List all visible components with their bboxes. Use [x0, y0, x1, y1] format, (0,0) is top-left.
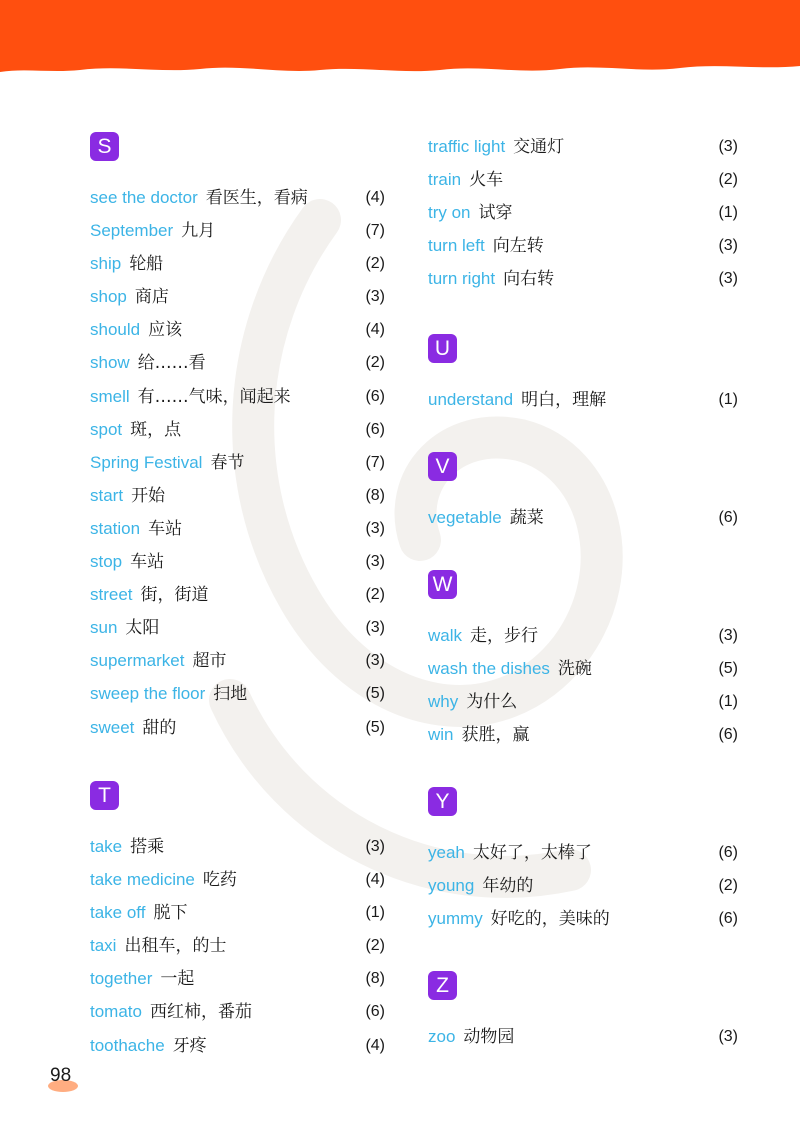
vocab-entry — [428, 163, 738, 196]
unit-number: (3) — [365, 619, 385, 637]
english-word: stop — [90, 552, 123, 572]
unit-number: (6) — [365, 420, 385, 438]
unit-number: (6) — [718, 910, 738, 928]
chinese-meaning: 年幼的 — [482, 876, 534, 897]
chinese-meaning: 九月 — [181, 221, 216, 242]
section-z — [428, 971, 738, 1053]
english-word: take off — [90, 903, 146, 923]
vocab-entry — [90, 214, 385, 247]
english-word: street — [90, 585, 133, 605]
unit-number: (4) — [365, 321, 385, 339]
english-word: spot — [90, 419, 123, 439]
section-letter-badge: U — [428, 334, 457, 363]
english-word: show — [90, 353, 130, 373]
vocab-entry — [90, 929, 385, 962]
vocab-entry — [90, 413, 385, 446]
vocab-entry — [90, 346, 385, 379]
vocab-entry — [90, 380, 385, 413]
chinese-meaning: 超市 — [192, 651, 227, 672]
entry-list — [428, 836, 738, 935]
unit-number: (2) — [365, 586, 385, 604]
english-word: ship — [90, 254, 122, 274]
entry-list — [428, 383, 738, 416]
english-word: supermarket — [90, 651, 185, 671]
section-y — [428, 787, 738, 935]
english-word: walk — [428, 626, 463, 645]
chinese-meaning: 明白，理解 — [521, 390, 607, 410]
english-word: sweep the floor — [90, 684, 206, 704]
section-v — [428, 452, 738, 534]
chinese-meaning: 走，步行 — [470, 626, 539, 646]
vocab-entry — [90, 1029, 385, 1062]
english-word: taxi — [90, 936, 117, 956]
top-orange-band — [0, 0, 800, 92]
english-word: September — [90, 221, 174, 241]
unit-number: (8) — [365, 486, 385, 504]
chinese-meaning: 蔬菜 — [509, 508, 544, 528]
section-s — [90, 132, 385, 744]
unit-number: (2) — [365, 354, 385, 372]
unit-number: (3) — [718, 1028, 738, 1045]
unit-number: (7) — [365, 453, 385, 471]
unit-number: (3) — [365, 288, 385, 306]
chinese-meaning: 应该 — [148, 320, 183, 341]
english-word: see the doctor — [90, 188, 198, 207]
unit-number: (4) — [365, 871, 385, 889]
unit-number: (6) — [718, 844, 738, 861]
vocab-entry — [90, 512, 385, 545]
entry-list — [428, 619, 738, 751]
chinese-meaning: 脱下 — [153, 903, 188, 924]
chinese-meaning: 有……气味，闻起来 — [137, 386, 291, 407]
unit-number: (5) — [365, 718, 385, 736]
section-letter-badge: W — [428, 570, 457, 599]
section-t — [90, 781, 385, 1062]
vocab-entry — [90, 644, 385, 677]
unit-number: (6) — [718, 509, 738, 526]
chinese-meaning: 街，街道 — [140, 585, 209, 606]
chinese-meaning: 火车 — [469, 170, 504, 191]
english-word: wash the dishes — [428, 659, 550, 679]
vocab-entry — [428, 229, 738, 262]
unit-number: (4) — [365, 189, 385, 206]
entry-list — [428, 1020, 738, 1053]
unit-number: (2) — [365, 255, 385, 273]
vocab-entry — [428, 1020, 738, 1053]
chinese-meaning: 看医生，看病 — [205, 188, 308, 208]
english-word: shop — [90, 287, 127, 307]
english-word: vegetable — [428, 508, 502, 527]
chinese-meaning: 西红柿，番茄 — [149, 1002, 252, 1023]
vocab-entry — [90, 962, 385, 995]
vocab-entry — [90, 247, 385, 280]
english-word: turn left — [428, 236, 485, 256]
unit-number: (3) — [365, 519, 385, 537]
section-letter-badge: T — [90, 781, 119, 810]
section-w — [428, 570, 738, 751]
english-word: yeah — [428, 843, 465, 862]
vocab-entry — [428, 619, 738, 652]
chinese-meaning: 牙疼 — [172, 1035, 207, 1056]
unit-number: (8) — [365, 970, 385, 988]
chinese-meaning: 太阳 — [125, 618, 160, 639]
chinese-meaning: 扫地 — [213, 684, 248, 705]
unit-number: (3) — [365, 652, 385, 670]
chinese-meaning: 轮船 — [129, 254, 164, 275]
vocab-entry — [90, 863, 385, 896]
english-word: young — [428, 876, 475, 896]
vocab-entry — [428, 262, 738, 295]
chinese-meaning: 车站 — [148, 518, 183, 539]
entry-list — [428, 130, 738, 295]
chinese-meaning: 向左转 — [492, 236, 544, 257]
chinese-meaning: 好吃的，美味的 — [490, 909, 610, 930]
chinese-meaning: 斑，点 — [130, 419, 182, 440]
english-word: take — [90, 837, 123, 856]
entry-list — [90, 830, 385, 1062]
entry-list — [90, 181, 385, 744]
vocab-entry — [428, 652, 738, 685]
page-number: 98 — [50, 1065, 72, 1086]
chinese-meaning: 洗碗 — [557, 659, 592, 680]
vocab-entry — [428, 902, 738, 935]
vocab-entry — [428, 869, 738, 902]
unit-number: (6) — [718, 726, 738, 744]
chinese-meaning: 商店 — [134, 287, 169, 308]
unit-number: (3) — [365, 838, 385, 855]
english-word: station — [90, 518, 141, 538]
english-word: together — [90, 969, 153, 989]
english-word: tomato — [90, 1002, 142, 1022]
unit-number: (1) — [718, 204, 738, 222]
unit-number: (5) — [365, 685, 385, 703]
english-word: train — [428, 170, 462, 190]
section-letter-badge: Y — [428, 787, 457, 816]
chinese-meaning: 试穿 — [478, 203, 513, 224]
vocab-entry — [90, 611, 385, 644]
english-word: sweet — [90, 717, 135, 737]
english-word: yummy — [428, 909, 483, 929]
english-word: Spring Festival — [90, 452, 203, 472]
english-word: why — [428, 692, 459, 712]
vocab-entry — [90, 479, 385, 512]
unit-number: (7) — [365, 222, 385, 240]
unit-number: (4) — [365, 1036, 385, 1054]
unit-number: (2) — [365, 937, 385, 955]
unit-number: (3) — [718, 270, 738, 288]
unit-number: (3) — [718, 627, 738, 644]
entry-list — [428, 501, 738, 534]
vocab-entry — [90, 181, 385, 214]
vocab-entry — [90, 677, 385, 710]
vocab-entry — [428, 718, 738, 751]
section-t-continued — [428, 130, 738, 295]
section-u — [428, 334, 738, 416]
vocab-entry — [90, 830, 385, 863]
vocab-entry — [90, 711, 385, 744]
vocab-entry — [90, 446, 385, 479]
vocab-entry — [428, 685, 738, 718]
chinese-meaning: 春节 — [210, 452, 245, 473]
unit-number: (3) — [718, 237, 738, 255]
unit-number: (1) — [718, 391, 738, 408]
unit-number: (2) — [718, 171, 738, 189]
unit-number: (2) — [718, 877, 738, 895]
english-word: take medicine — [90, 870, 195, 890]
english-word: smell — [90, 386, 130, 406]
chinese-meaning: 吃药 — [202, 870, 237, 891]
english-word: understand — [428, 390, 514, 409]
vocab-entry — [90, 545, 385, 578]
unit-number: (3) — [365, 553, 385, 571]
vocab-entry — [90, 995, 385, 1028]
chinese-meaning: 搭乘 — [130, 837, 165, 857]
chinese-meaning: 一起 — [160, 969, 195, 990]
chinese-meaning: 出租车，的士 — [124, 936, 227, 957]
vocab-entry — [90, 313, 385, 346]
english-word: sun — [90, 618, 118, 638]
section-letter-badge: Z — [428, 971, 457, 1000]
unit-number: (3) — [718, 138, 738, 155]
chinese-meaning: 给……看 — [137, 353, 206, 374]
english-word: traffic light — [428, 137, 506, 156]
unit-number: (6) — [365, 1003, 385, 1021]
chinese-meaning: 动物园 — [463, 1027, 515, 1047]
english-word: toothache — [90, 1035, 165, 1055]
chinese-meaning: 太好了，太棒了 — [472, 843, 592, 863]
english-word: win — [428, 725, 454, 745]
english-word: turn right — [428, 269, 496, 289]
section-letter-badge: S — [90, 132, 119, 161]
chinese-meaning: 向右转 — [503, 269, 555, 290]
unit-number: (1) — [365, 904, 385, 922]
chinese-meaning: 交通灯 — [513, 137, 565, 157]
chinese-meaning: 开始 — [131, 485, 166, 506]
vocab-entry — [90, 280, 385, 313]
vocab-entry — [428, 130, 738, 163]
unit-number: (6) — [365, 387, 385, 405]
vocab-entry — [428, 196, 738, 229]
english-word: should — [90, 320, 141, 340]
unit-number: (1) — [718, 693, 738, 711]
chinese-meaning: 甜的 — [142, 717, 177, 738]
vocab-entry — [428, 836, 738, 869]
chinese-meaning: 为什么 — [466, 692, 518, 713]
section-letter-badge: V — [428, 452, 457, 481]
vocab-entry — [428, 501, 738, 534]
unit-number: (5) — [718, 660, 738, 678]
english-word: zoo — [428, 1027, 456, 1046]
vocab-entry — [428, 383, 738, 416]
english-word: try on — [428, 203, 471, 223]
chinese-meaning: 车站 — [130, 552, 165, 573]
chinese-meaning: 获胜，赢 — [461, 725, 530, 746]
english-word: start — [90, 485, 124, 505]
vocab-entry — [90, 896, 385, 929]
vocab-entry — [90, 578, 385, 611]
